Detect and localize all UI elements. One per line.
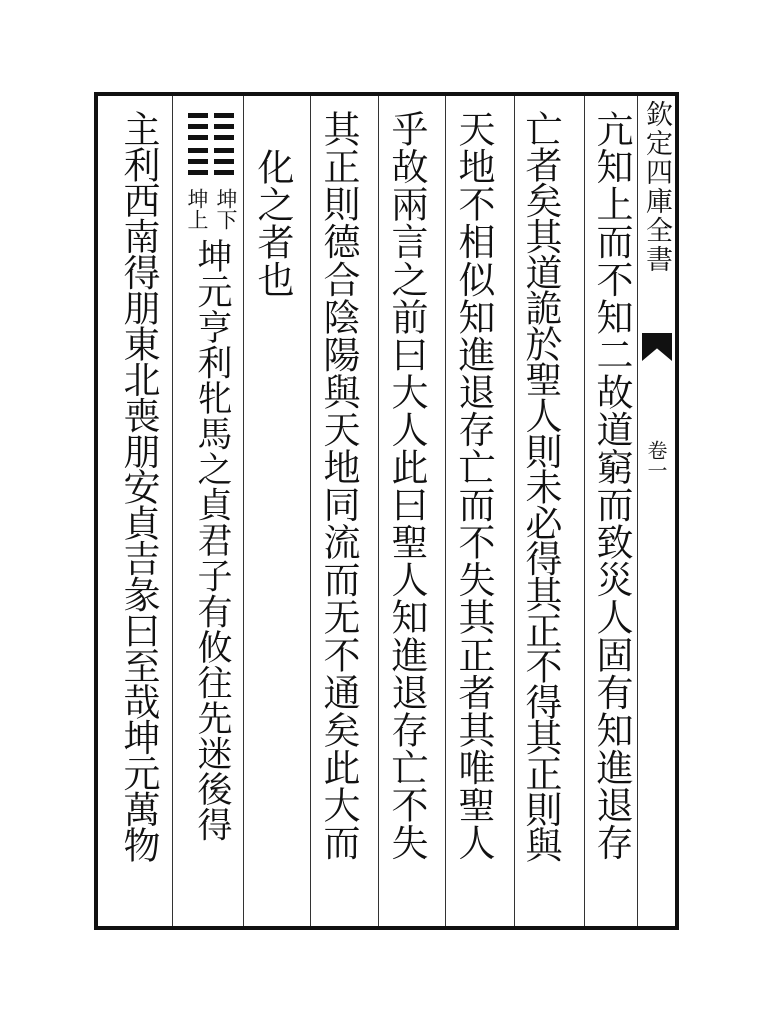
hexagram-upper-label: 坤上 (185, 188, 209, 230)
column-rule (378, 96, 379, 926)
hexagram-line (214, 148, 234, 153)
text-column-6: 化之者也 (251, 148, 294, 299)
volume-label: 卷一 (644, 440, 668, 480)
collection-title: 欽定四庫全書 (641, 100, 672, 274)
hexagram-line (188, 135, 208, 140)
hexagram-line (214, 159, 234, 164)
text-column-3: 天地不相似知進退存亡而不失其正者其唯聖人 (452, 110, 495, 861)
text-column-5: 其正則德合陰陽與天地同流而无不通矣此大而 (317, 110, 360, 861)
column-rule (445, 96, 446, 926)
hexagram-line (188, 159, 208, 164)
hexagram-line (188, 148, 208, 153)
text-column-4: 乎故兩言之前曰大人此曰聖人知進退存亡不失 (385, 110, 428, 861)
text-column-1: 亢知上而不知二故道窮而致災人固有知進退存 (590, 110, 633, 861)
hexagram-line (214, 135, 234, 140)
column-rule (172, 96, 173, 926)
text-column-7: 坤元亨利牝馬之貞君子有攸往先迷後得 (192, 238, 232, 843)
hexagram-line (214, 113, 234, 118)
hexagram-line (214, 170, 234, 175)
column-rule (310, 96, 311, 926)
hexagram-line (188, 113, 208, 118)
column-rule (514, 96, 515, 926)
hexagram-line (214, 124, 234, 129)
text-column-2: 亡者矣其道詭於聖人則未必得其正不得其正則與 (519, 110, 562, 862)
hexagram-lower-label: 坤下 (214, 188, 238, 230)
column-rule (243, 96, 244, 926)
column-rule (584, 96, 585, 926)
hexagram-line (188, 170, 208, 175)
hexagram-line (188, 124, 208, 129)
text-column-8: 主利西南得朋東北喪朋安貞吉彖曰至哉坤元萬物 (117, 110, 160, 862)
